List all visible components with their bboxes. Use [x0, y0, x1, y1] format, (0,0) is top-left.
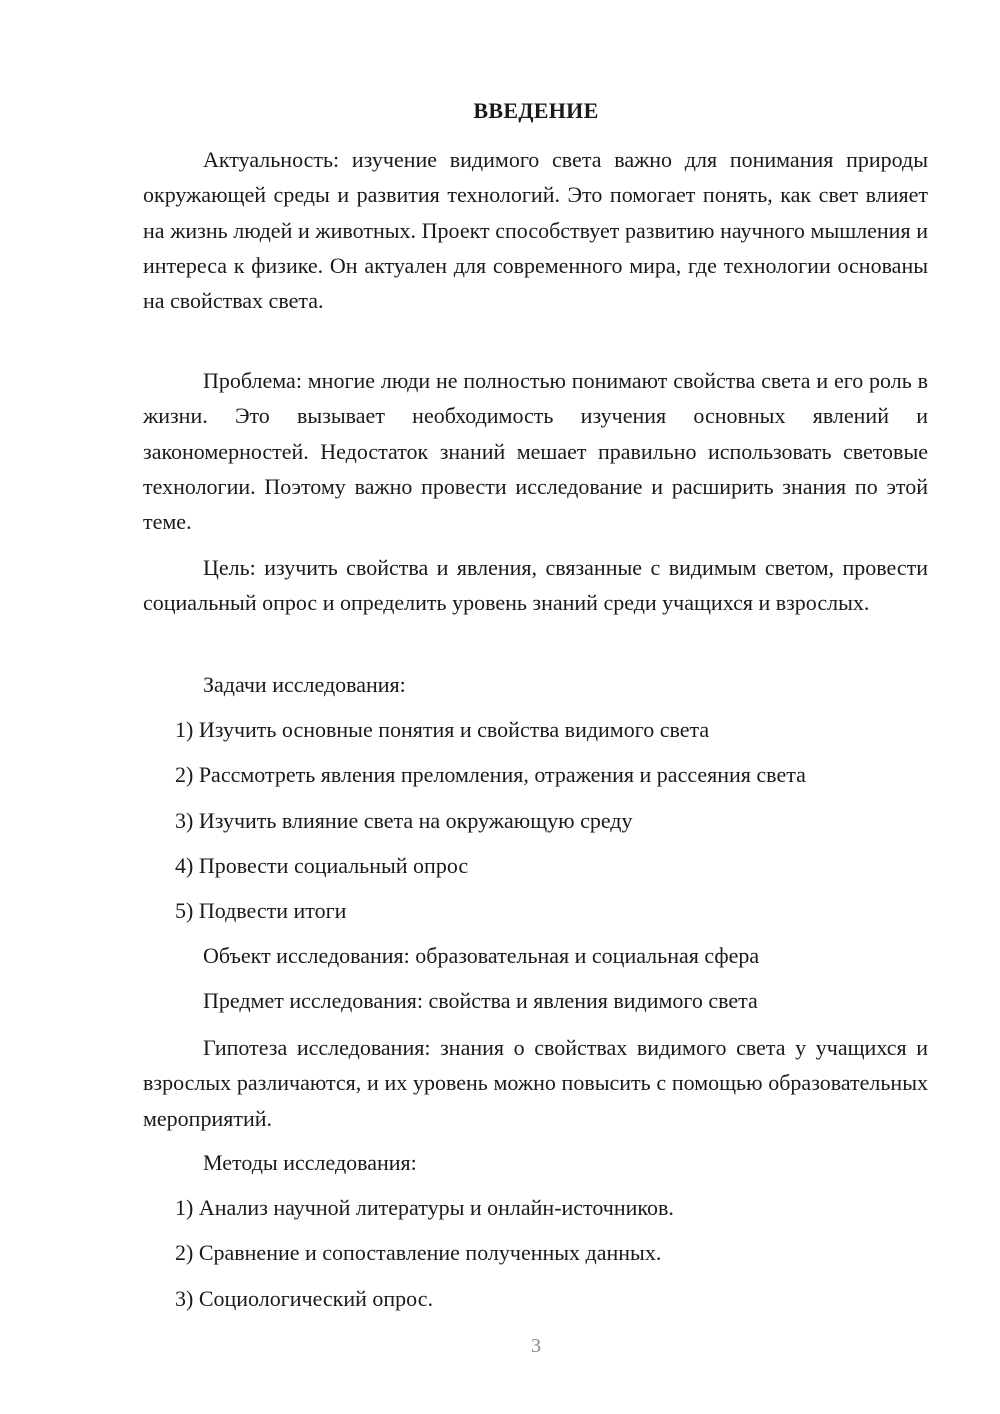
relevance-paragraph: Актуальность: изучение видимого света важно для понимания природы окружающей среды и развития технологий. Это помогает понять, как свет влияет на жизнь людей и животных. Проект способствует развитию научного мышления и интереса к физике. Он актуален для современного мира, где технологии основаны на свойствах света. — [143, 147, 928, 314]
tasks-heading: Задачи исследования: — [203, 672, 406, 697]
list-item: 3) Изучить влияние света на окружающую среду — [175, 808, 633, 833]
goal-paragraph: Цель: изучить свойства и явления, связанные с видимым светом, провести социальный опрос и определить уровень знаний среди учащихся и взрослых. — [143, 555, 928, 616]
page-number: 3 — [531, 1335, 541, 1357]
object-line: Объект исследования: образовательная и социальная сфера — [203, 943, 760, 968]
subject-line: Предмет исследования: свойства и явления видимого света — [203, 988, 758, 1013]
list-item: 4) Провести социальный опрос — [175, 853, 469, 878]
list-item: 5) Подвести итоги — [175, 898, 347, 923]
hypothesis-paragraph: Гипотеза исследования: знания о свойствах видимого света у учащихся и взрослых различаются, и их уровень можно повысить с помощью образовательных мероприятий. — [143, 1035, 928, 1131]
list-item: 2) Сравнение и сопоставление полученных данных. — [175, 1240, 662, 1265]
list-item: 1) Изучить основные понятия и свойства видимого света — [175, 717, 710, 742]
methods-heading: Методы исследования: — [203, 1150, 417, 1175]
problem-paragraph: Проблема: многие люди не полностью понимают свойства света и его роль в жизни. Это вызывает необходимость изучения основных явлений и закономерностей. Недостаток знаний мешает правильно использовать световые технологии. Поэтому важно провести исследование и расширить знания по этой теме. — [143, 368, 928, 535]
list-item: 1) Анализ научной литературы и онлайн-источников. — [175, 1195, 674, 1220]
list-item: 2) Рассмотреть явления преломления, отражения и рассеяния света — [175, 762, 806, 787]
list-item: 3) Социологический опрос. — [175, 1286, 433, 1311]
page-title: ВВЕДЕНИЕ — [473, 98, 599, 123]
